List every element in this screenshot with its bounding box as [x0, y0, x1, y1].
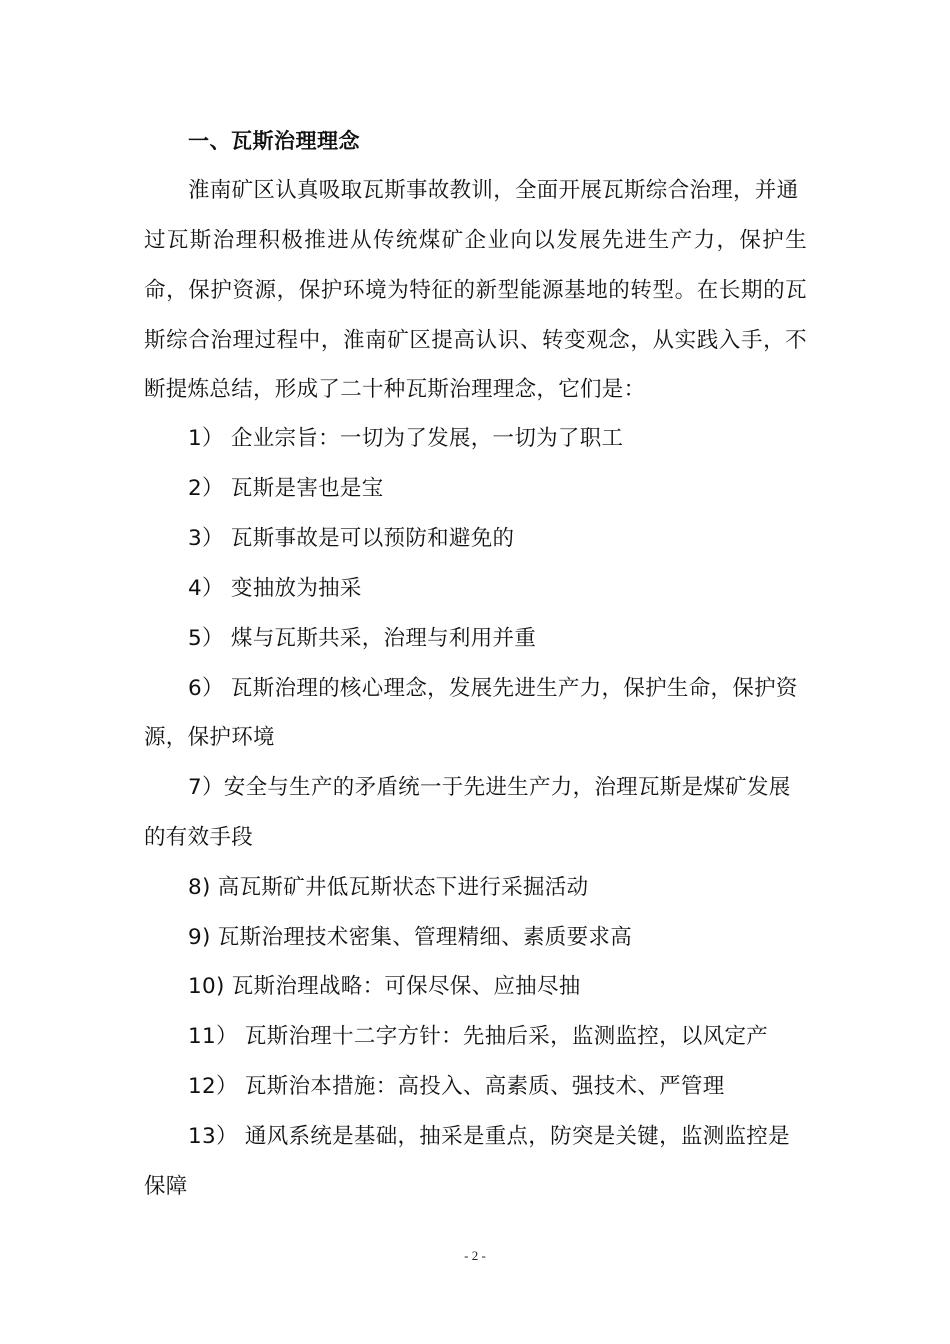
intro-line-3: 命，保护资源，保护环境为特征的新型能源基地的转型。在长期的瓦	[144, 278, 807, 303]
intro-line-4: 斯综合治理过程中，淮南矿区提高认识、转变观念，从实践入手，不	[144, 328, 807, 353]
list-item-7-cont: 的有效手段	[144, 825, 254, 850]
section-heading: 一、瓦斯治理理念	[188, 129, 360, 153]
list-item-12: 12） 瓦斯治本措施：高投入、高素质、强技术、严管理	[188, 1074, 725, 1099]
list-item-6-cont: 源，保护环境	[144, 725, 275, 750]
list-item-7: 7）安全与生产的矛盾统一于先进生产力，治理瓦斯是煤矿发展	[188, 775, 791, 800]
list-item-11: 11） 瓦斯治理十二字方针：先抽后采，监测监控，以风定产	[188, 1024, 769, 1049]
intro-line-1: 淮南矿区认真吸取瓦斯事故教训，全面开展瓦斯综合治理，并通	[188, 178, 799, 203]
list-item-2: 2） 瓦斯是害也是宝	[188, 476, 384, 501]
list-item-9: 9) 瓦斯治理技术密集、管理精细、素质要求高	[188, 925, 633, 950]
list-item-1: 1） 企业宗旨：一切为了发展，一切为了职工	[188, 426, 624, 451]
intro-line-5: 断提炼总结，形成了二十种瓦斯治理理念，它们是：	[144, 377, 646, 402]
list-item-4: 4） 变抽放为抽采	[188, 576, 362, 601]
list-item-6: 6） 瓦斯治理的核心理念，发展先进生产力，保护生命，保护资	[188, 676, 798, 701]
list-item-10: 10) 瓦斯治理战略：可保尽保、应抽尽抽	[188, 974, 581, 999]
list-item-5: 5） 煤与瓦斯共采，治理与利用并重	[188, 626, 537, 651]
list-item-13-cont: 保障	[144, 1174, 188, 1199]
page-number: - 2 -	[464, 1248, 486, 1263]
list-item-3: 3） 瓦斯事故是可以预防和避免的	[188, 526, 515, 551]
list-item-13: 13） 通风系统是基础，抽采是重点，防突是关键，监测监控是	[188, 1124, 790, 1149]
intro-line-2: 过瓦斯治理积极推进从传统煤矿企业向以发展先进生产力，保护生	[144, 228, 807, 253]
list-item-8: 8) 高瓦斯矿井低瓦斯状态下进行采掘活动	[188, 875, 589, 900]
